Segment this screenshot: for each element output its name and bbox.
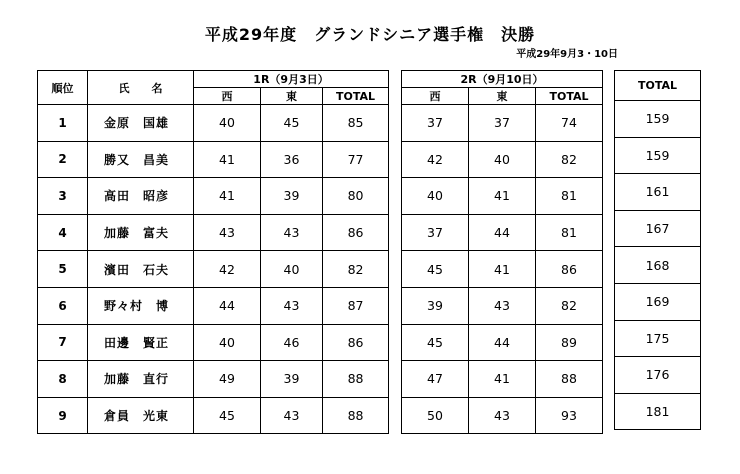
round1-west-score: 41 — [194, 141, 261, 178]
round2-total-score: 74 — [536, 105, 603, 142]
round2-east-score: 44 — [469, 214, 536, 251]
rank-cell: 8 — [38, 361, 88, 398]
round2-east-header: 東 — [469, 88, 536, 105]
player-name-cell: 高田 昭彦 — [88, 178, 194, 215]
player-name-cell: 勝又 昌美 — [88, 141, 194, 178]
table-row — [615, 210, 701, 247]
rank-cell: 1 — [38, 105, 88, 142]
round1-east-score: 39 — [261, 178, 323, 215]
round2-total-score: 82 — [536, 141, 603, 178]
table-row — [615, 283, 701, 320]
round2-total-score: 93 — [536, 397, 603, 434]
round1-table — [37, 70, 389, 434]
round1-total-header: TOTAL — [323, 88, 389, 105]
round1-east-score: 40 — [261, 251, 323, 288]
round2-total-score: 88 — [536, 361, 603, 398]
round2-east-score: 41 — [469, 251, 536, 288]
player-name-cell: 加藤 富夫 — [88, 214, 194, 251]
round2-west-score: 37 — [402, 214, 469, 251]
grand-total-header: TOTAL — [615, 71, 701, 101]
round1-east-score: 46 — [261, 324, 323, 361]
rank-cell: 7 — [38, 324, 88, 361]
round1-total-score: 80 — [323, 178, 389, 215]
round1-east-header: 東 — [261, 88, 323, 105]
round1-total-score: 85 — [323, 105, 389, 142]
table-row — [38, 397, 389, 434]
round1-east-score: 36 — [261, 141, 323, 178]
name-header: 氏 名 — [88, 71, 194, 105]
round1-west-header: 西 — [194, 88, 261, 105]
round1-header: 1R（9月3日） — [194, 71, 389, 88]
grand-total-score: 175 — [615, 320, 701, 357]
grand-total-score: 159 — [615, 101, 701, 138]
table-row — [615, 320, 701, 357]
round1-west-score: 49 — [194, 361, 261, 398]
round1-east-score: 39 — [261, 361, 323, 398]
grand-total-score: 176 — [615, 357, 701, 394]
table-row — [402, 324, 603, 361]
round1-west-score: 45 — [194, 397, 261, 434]
round1-east-score: 43 — [261, 287, 323, 324]
table-row — [38, 178, 389, 215]
table-row — [402, 178, 603, 215]
round2-west-score: 39 — [402, 287, 469, 324]
table-row — [38, 105, 389, 142]
round1-total-score: 82 — [323, 251, 389, 288]
round2-west-header: 西 — [402, 88, 469, 105]
round1-west-score: 44 — [194, 287, 261, 324]
document-title: 平成29年度 グランドシニア選手権 決勝 — [204, 25, 536, 44]
player-name-cell: 濱田 石夫 — [88, 251, 194, 288]
grand-total-table — [614, 70, 701, 430]
table-row — [615, 137, 701, 174]
rank-cell: 2 — [38, 141, 88, 178]
table-row — [615, 247, 701, 284]
table-row — [615, 101, 701, 138]
round2-east-score: 44 — [469, 324, 536, 361]
round1-total-score: 86 — [323, 324, 389, 361]
rank-cell: 9 — [38, 397, 88, 434]
round1-west-score: 42 — [194, 251, 261, 288]
round2-west-score: 50 — [402, 397, 469, 434]
round2-header: 2R（9月10日） — [402, 71, 603, 88]
table-row — [38, 324, 389, 361]
round2-west-score: 45 — [402, 324, 469, 361]
rank-cell: 5 — [38, 251, 88, 288]
table-row — [615, 393, 701, 430]
table-row — [38, 251, 389, 288]
table-row — [38, 141, 389, 178]
grand-total-score: 168 — [615, 247, 701, 284]
round2-east-score: 41 — [469, 178, 536, 215]
round1-total-score: 87 — [323, 287, 389, 324]
table-row — [402, 105, 603, 142]
round2-west-score: 47 — [402, 361, 469, 398]
round1-west-score: 40 — [194, 324, 261, 361]
round2-total-score: 86 — [536, 251, 603, 288]
round2-east-score: 37 — [469, 105, 536, 142]
round2-total-score: 81 — [536, 214, 603, 251]
rank-cell: 6 — [38, 287, 88, 324]
round2-west-score: 37 — [402, 105, 469, 142]
rank-cell: 3 — [38, 178, 88, 215]
grand-total-score: 159 — [615, 137, 701, 174]
round1-east-score: 43 — [261, 214, 323, 251]
table-row — [402, 214, 603, 251]
round2-west-score: 42 — [402, 141, 469, 178]
player-name-cell: 野々村 博 — [88, 287, 194, 324]
player-name-cell: 田邊 賢正 — [88, 324, 194, 361]
round1-west-score: 41 — [194, 178, 261, 215]
round1-total-score: 88 — [323, 361, 389, 398]
player-name-cell: 加藤 直行 — [88, 361, 194, 398]
round2-total-score: 81 — [536, 178, 603, 215]
grand-total-score: 169 — [615, 283, 701, 320]
round1-total-score: 88 — [323, 397, 389, 434]
round2-east-score: 40 — [469, 141, 536, 178]
grand-total-score: 167 — [615, 210, 701, 247]
player-name-cell: 倉員 光東 — [88, 397, 194, 434]
table-row — [615, 357, 701, 394]
round2-east-score: 41 — [469, 361, 536, 398]
round1-west-score: 40 — [194, 105, 261, 142]
table-row — [38, 287, 389, 324]
round1-total-score: 86 — [323, 214, 389, 251]
round1-total-score: 77 — [323, 141, 389, 178]
table-row — [38, 361, 389, 398]
table-row — [402, 287, 603, 324]
event-dates: 平成29年9月3・10日 — [516, 49, 618, 60]
table-row — [402, 141, 603, 178]
round2-total-header: TOTAL — [536, 88, 603, 105]
grand-total-score: 181 — [615, 393, 701, 430]
round1-west-score: 43 — [194, 214, 261, 251]
round2-east-score: 43 — [469, 287, 536, 324]
table-row — [38, 214, 389, 251]
rank-header: 順位 — [38, 71, 88, 105]
table-row — [402, 251, 603, 288]
round2-west-score: 45 — [402, 251, 469, 288]
grand-total-score: 161 — [615, 174, 701, 211]
round2-east-score: 43 — [469, 397, 536, 434]
player-name-cell: 金原 国雄 — [88, 105, 194, 142]
round2-total-score: 82 — [536, 287, 603, 324]
round2-table — [401, 70, 603, 434]
round2-west-score: 40 — [402, 178, 469, 215]
round1-east-score: 43 — [261, 397, 323, 434]
table-row — [402, 397, 603, 434]
rank-cell: 4 — [38, 214, 88, 251]
round2-total-score: 89 — [536, 324, 603, 361]
table-row — [402, 361, 603, 398]
table-row — [615, 174, 701, 211]
round1-east-score: 45 — [261, 105, 323, 142]
